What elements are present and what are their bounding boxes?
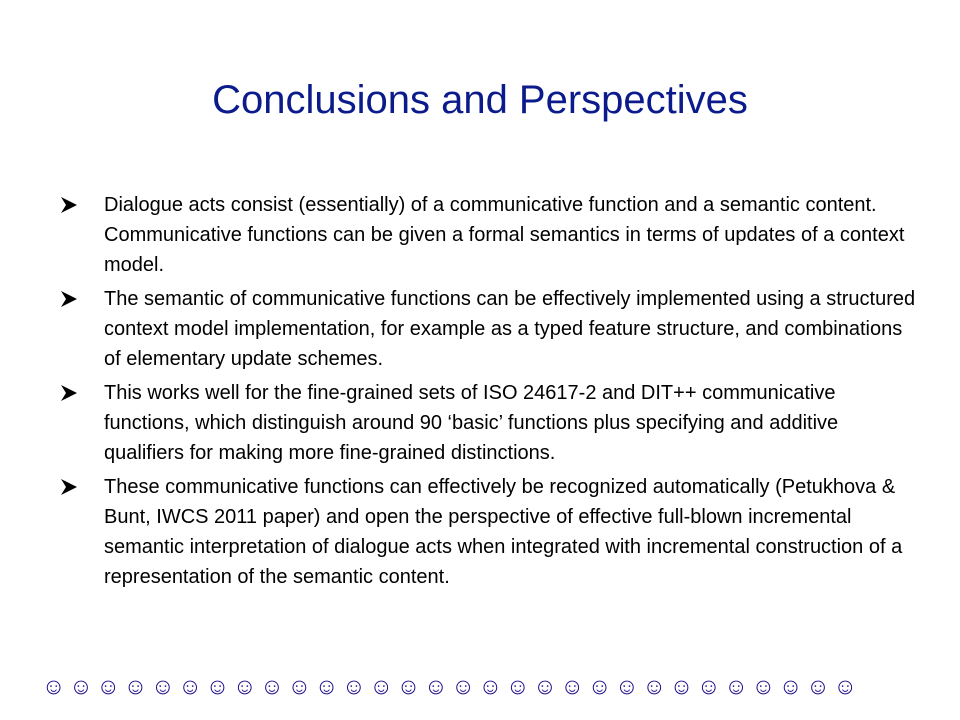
smiley-icon: ☺ [642,673,666,699]
bullet-item [60,190,920,280]
slide-title: Conclusions and Perspectives [212,78,748,122]
smiley-row [40,671,920,701]
smiley-icon: ☺ [314,673,339,699]
smiley-icon: ☺ [96,673,120,699]
smiley-icon: ☺ [69,673,93,699]
smiley-icon: ☺ [560,673,585,699]
smiley-icon: ☺ [178,673,202,699]
bullet-list [60,190,920,596]
smiley-icon: ☺ [232,673,257,699]
smiley-icon: ☺ [151,673,175,699]
smiley-icon: ☺ [123,673,148,699]
smiley-icon: ☺ [778,673,803,699]
smiley-icon: ☺ [478,673,503,699]
arrowhead-bullet-icon [60,384,78,402]
smiley-icon: ☺ [615,673,639,699]
smiley-icon: ☺ [669,673,694,699]
smiley-icon: ☺ [833,673,857,699]
bullet-text: The semantic of communicative functions can be effectively implemented using a structured context model implementation, for example as a typed feature structure, and combinations of elementary update schemes. [104,288,916,370]
bullet-item [60,284,920,374]
smiley-icon: ☺ [342,673,366,699]
smiley-icon: ☺ [724,673,748,699]
smiley-icon: ☺ [751,673,776,699]
smiley-icon: ☺ [369,673,393,699]
bullet-text: This works well for the fine-grained sets of ISO 24617-2 and DIT++ communicative functions, which distinguish around 90 ‘basic’ functions plus specifying and additive qualifiers for making more fine-grained distinctions. [104,382,839,464]
smiley-icon: ☺ [424,673,448,699]
bullet-item [60,378,920,468]
bullet-item [60,472,920,592]
smiley-icon: ☺ [697,673,721,699]
bullet-text: Dialogue acts consist (essentially) of a communicative function and a semantic content. Communicative functions can be given a formal semantics in terms of updates of a context model. [104,194,905,276]
smiley-icon: ☺ [260,673,284,699]
smiley-icon: ☺ [451,673,475,699]
smiley-icon: ☺ [287,673,312,699]
smiley-icon: ☺ [505,673,530,699]
smiley-icon: ☺ [205,673,230,699]
smiley-icon: ☺ [533,673,557,699]
smiley-icon: ☺ [587,673,612,699]
smiley-icon: ☺ [806,673,830,699]
arrowhead-bullet-icon [60,290,78,308]
smiley-icon: ☺ [396,673,421,699]
arrowhead-bullet-icon [60,478,78,496]
arrowhead-bullet-icon [60,196,78,214]
smiley-icon: ☺ [41,673,66,699]
bullet-text: These communicative functions can effectively be recognized automatically (Petukhova & Bunt, IWCS 2011 paper) and open the perspective of effective full-blown incremental semantic interpretation of dialogue acts when integrated with incremental construction of a representation of the semantic content. [104,476,903,588]
